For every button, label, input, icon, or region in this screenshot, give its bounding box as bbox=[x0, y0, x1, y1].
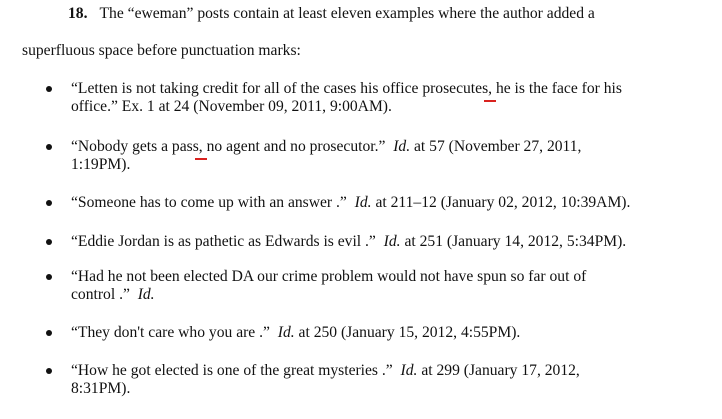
quote-text: no agent and no prosecutor.” bbox=[202, 138, 386, 155]
paragraph-number: 18. bbox=[68, 5, 88, 22]
bullet-icon bbox=[46, 144, 52, 150]
example-text bbox=[71, 80, 651, 116]
highlighted-space-comma: , bbox=[198, 138, 203, 155]
paragraph-first-line bbox=[68, 5, 595, 23]
paragraph-text-line1: The “eweman” posts contain at least eleven examples where the author added a bbox=[99, 5, 595, 22]
citation-id: Id. bbox=[277, 324, 295, 341]
bullet-icon bbox=[46, 274, 52, 280]
citation-id: Id. bbox=[400, 362, 418, 379]
quote-text: he is the face for his bbox=[492, 80, 622, 97]
example-text bbox=[71, 324, 651, 342]
example-text bbox=[71, 233, 651, 251]
quote-text: “Someone has to come up with an answer .” bbox=[71, 194, 347, 211]
citation-text: at 251 (January 14, 2012, 5:34PM). bbox=[400, 233, 627, 250]
quote-text: “They don't care who you are .” bbox=[71, 324, 270, 341]
highlighted-space-comma: , bbox=[488, 80, 493, 97]
bullet-icon bbox=[46, 86, 52, 92]
citation-text: at 299 (January 17, 2012, bbox=[417, 362, 580, 379]
bullet-icon bbox=[46, 239, 52, 245]
example-text bbox=[71, 268, 651, 304]
citation-text: at 250 (January 15, 2012, 4:55PM). bbox=[294, 324, 521, 341]
quote-text: control .” bbox=[71, 286, 130, 303]
citation-text: office.” Ex. 1 at 24 (November 09, 2011, 9:00AM). bbox=[71, 98, 392, 115]
quote-text: “Nobody gets a pass bbox=[71, 138, 199, 155]
example-text bbox=[71, 362, 651, 398]
citation-text: 1:19PM). bbox=[71, 156, 131, 173]
quote-text: “How he got elected is one of the great mysteries .” bbox=[71, 362, 393, 379]
example-text bbox=[71, 194, 651, 212]
citation-id: Id. bbox=[393, 138, 411, 155]
bullet-icon bbox=[46, 368, 52, 374]
citation-id: Id. bbox=[137, 286, 155, 303]
citation-text: 8:31PM). bbox=[71, 380, 131, 397]
bullet-icon bbox=[46, 200, 52, 206]
citation-text: at 57 (November 27, 2011, bbox=[410, 138, 582, 155]
example-text bbox=[71, 138, 651, 174]
citation-id: Id. bbox=[383, 233, 401, 250]
citation-id: Id. bbox=[354, 194, 372, 211]
quote-text: “Letten is not taking credit for all of the cases his office prosecutes bbox=[71, 80, 489, 97]
citation-text: at 211–12 (January 02, 2012, 10:39AM). bbox=[371, 194, 631, 211]
bullet-icon bbox=[46, 330, 52, 336]
paragraph-text-line2: superfluous space before punctuation marks: bbox=[22, 42, 301, 59]
quote-text: “Eddie Jordan is as pathetic as Edwards is evil .” bbox=[71, 233, 376, 250]
quote-text: “Had he not been elected DA our crime problem would not have spun so far out of bbox=[71, 268, 587, 285]
